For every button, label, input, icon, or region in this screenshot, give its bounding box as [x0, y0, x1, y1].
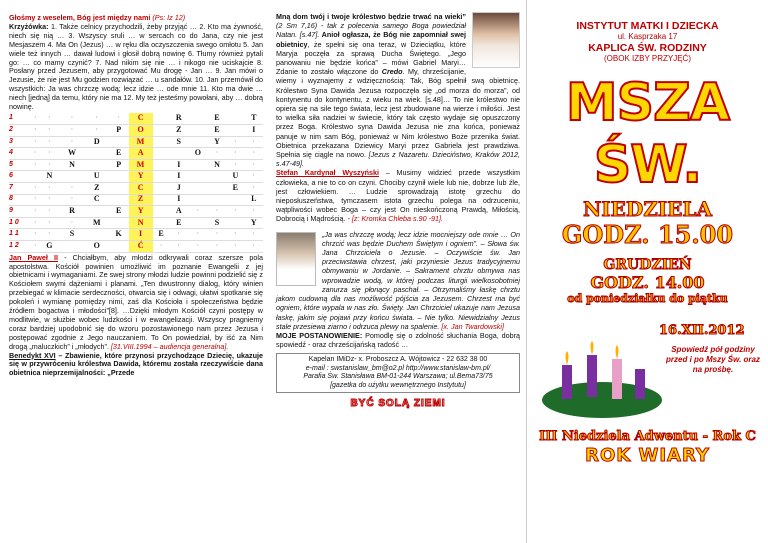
weekday-range: od poniedziałku do piątku — [567, 292, 728, 305]
crossword-row-number: 9 — [9, 206, 31, 218]
crossword-cell — [208, 194, 226, 206]
crossword-cell: S — [208, 217, 226, 229]
crossword-cell — [31, 171, 39, 183]
right-column — [526, 0, 768, 543]
crossword-cell: C — [85, 194, 109, 206]
crossword-cell: G — [39, 241, 59, 253]
crossword-dot-cell: · — [153, 241, 170, 253]
crossword-key-cell: I — [129, 229, 153, 241]
crossword-cell: Y — [245, 217, 263, 229]
crossword-dot-cell: · — [31, 159, 39, 171]
crossword-row — [9, 183, 263, 195]
crossword-key-cell: C — [129, 113, 153, 125]
crossword-cell — [109, 241, 129, 253]
mass-title: MSZA ŚW. — [565, 73, 730, 195]
crossword-row-number: 1 0 — [9, 217, 31, 229]
liturgical-sunday: III Niedziela Adwentu - Rok C — [539, 429, 756, 444]
crossword-dot-cell: · — [245, 159, 263, 171]
crossword-key-cell: Y — [129, 206, 153, 218]
crossword-cell: E — [153, 229, 170, 241]
crossword-cell — [153, 206, 170, 218]
crossword-dot-cell: · — [39, 113, 59, 125]
crossword-cell — [208, 183, 226, 195]
crossword-dot-cell: · — [226, 206, 244, 218]
crossword-cell: Z — [85, 183, 109, 195]
crossword-cell — [85, 148, 109, 160]
crossword-cell: U — [85, 171, 109, 183]
crossword-cell: O — [188, 148, 208, 160]
crossword-row — [9, 125, 263, 137]
crossword-row-number: 1 2 — [9, 241, 31, 253]
crossword-dot-cell: · — [170, 241, 188, 253]
crossword-dot-cell: · — [31, 241, 39, 253]
crossword-dot-cell: · — [31, 217, 39, 229]
crossword-dot-cell: · — [39, 217, 59, 229]
crossword-cell — [153, 194, 170, 206]
crossword-cell — [226, 113, 244, 125]
crossword-key-cell: C — [129, 183, 153, 195]
crossword-cell — [226, 125, 244, 137]
crossword-dot-cell: · — [39, 183, 59, 195]
confession-info: Spowiedź pół godziny przed i po Mszy Św. oraz na prośbę. — [666, 345, 760, 374]
crossword-key-cell: A — [129, 148, 153, 160]
crossword-cell — [188, 194, 208, 206]
crossword-row — [9, 194, 263, 206]
crossword-row-number: 1 1 — [9, 229, 31, 241]
crossword-cell: L — [245, 194, 263, 206]
crossword-dot-cell: · — [39, 194, 59, 206]
crossword-cell: J — [170, 183, 188, 195]
crossword-cell: P — [109, 125, 129, 137]
crossword-cell — [153, 148, 170, 160]
crossword-cell: I — [170, 171, 188, 183]
crossword-row-number: 6 — [9, 171, 31, 183]
crossword-key-cell: N — [129, 217, 153, 229]
crossword-cell — [188, 171, 208, 183]
crossword-cell: E — [170, 217, 188, 229]
crossword-cell — [226, 194, 244, 206]
crossword-dot-cell: · — [245, 171, 263, 183]
footer-motto: BYĆ SOLĄ ZIEMI — [350, 398, 446, 410]
crossword-cell — [153, 217, 170, 229]
crossword-cell — [109, 217, 129, 229]
crossword-cell — [208, 171, 226, 183]
crossword-dot-cell: · — [39, 125, 59, 137]
sunday-time: GODZ. 15.00 — [561, 220, 734, 249]
crossword-cell: O — [85, 241, 109, 253]
crossword-dot-cell: · — [109, 113, 129, 125]
crossword-cell: I — [170, 159, 188, 171]
december-label: GRUDZIEŃ — [603, 257, 692, 273]
crossword-heading: Głośmy z weselem, Bóg jest między nami (Ps: Iz 12) — [9, 13, 186, 22]
twardowski-photo — [276, 232, 316, 286]
crossword-key-cell: Y — [129, 171, 153, 183]
crossword-row-number: 4 — [9, 148, 31, 160]
crossword-cell: N — [59, 159, 84, 171]
crossword-dot-cell: · — [39, 206, 59, 218]
crossword-dot-cell: · — [31, 125, 39, 137]
crossword-row — [9, 148, 263, 160]
crossword-cell: E — [226, 183, 244, 195]
crossword-cell — [188, 217, 208, 229]
year-of-faith: ROK WIARY — [585, 445, 710, 466]
crossword-dot-cell: · — [188, 229, 208, 241]
crossword-cell: Y — [208, 136, 226, 148]
crossword-row — [9, 229, 263, 241]
crossword-cell — [153, 159, 170, 171]
chapel-name: KAPLICA ŚW. RODZINY — [588, 42, 707, 54]
crossword-row — [9, 206, 263, 218]
resolution: MOJE POSTANOWIENIE: Pomodlę się o zdolność słuchania Boga, dobrą spowiedź - oraz chrześcijańską radość … — [276, 330, 520, 350]
mass-date: 16.XII.2012 — [659, 323, 745, 338]
crossword-dot-cell: · — [245, 148, 263, 160]
crossword-cell — [188, 183, 208, 195]
crossword-dot-cell: · — [85, 125, 109, 137]
advent-section — [527, 315, 768, 425]
crossword-dot-cell: · — [226, 136, 244, 148]
crossword-dot-cell: · — [39, 148, 59, 160]
crossword-cell — [153, 125, 170, 137]
institute-address: ul. Kasprzaka 17 — [617, 32, 678, 41]
crossword-row — [9, 241, 263, 253]
crossword-dot-cell: · — [208, 241, 226, 253]
crossword-row-number: 1 — [9, 113, 31, 125]
weekday-time: GODZ. 14.00 — [590, 273, 705, 292]
crossword-dot-cell: · — [208, 206, 226, 218]
crossword-cell: S — [170, 136, 188, 148]
crossword-dot-cell: · — [59, 125, 84, 137]
crossword-dot-cell: · — [245, 241, 263, 253]
crossword-cell: E — [208, 113, 226, 125]
crossword-row — [9, 171, 263, 183]
crossword-cell — [85, 159, 109, 171]
gospel-reflection: „Ja was chrzczę wodą; lecz idzie mocniejszy ode mnie … On chrzcić was będzie Duchem Świętym i ogniem”. – Słowa św. Jana Chrzciciela o Jezusie. – Oczywiście św. Jan przeciwstawia chrzest, jaki przyniesie Jezus tradycyjnemu obmywaniu w Jordanie. – Sakrament chrztu obmywa nas wprowadzie wodą, w której podczas liturgii wielkosobotniej zanurza się płonący paschał. – Otrzymaliśmy łaskę chrztu jakom cudowną dla nas możliwość pójścia za Jezusem. Chrzest ma być ogniem, które wypala w nas zło. Święty. Jan Chrzciciel ukazuje nam Jezusa łaskę, jakim się pojawi przy końcu świata. – Nie tylko. Niewidzialny Jezus stale przesiewa ziarno i odrzuca plewy na spalenie. [x. Jan Twardowski] — [276, 229, 520, 331]
crossword-cell — [85, 229, 109, 241]
crossword-cell — [188, 125, 208, 137]
crossword-dot-cell: · — [188, 241, 208, 253]
crossword-cell: K — [109, 229, 129, 241]
crossword-dot-cell: · — [31, 194, 39, 206]
crossword-dot-cell: · — [245, 136, 263, 148]
crossword-cell — [170, 148, 188, 160]
crossword-cell: T — [245, 113, 263, 125]
crossword-clues: Krzyżówka: 1. Także celnicy przychodzili, żeby przyjąć … 2. Kto ma żywność, niech się nią … 3. Wszyscy sruli … w sercach co do Jana, czy nie jest Mesjaszem 4. Ma On (Jezus) … w ręku dla oczyszczenia swego omłotu 5. Jan wiele też innych … dawał ludowi i głosił dobrą nowinę 6. Tłumy również pytali go: … co mamy czynić? 7. Nad nikim się nie … i nikogo nie uciskajcie 8. Posłany przed Jezusem, aby przygotować Mu drogę - Jan … 9. Jan mówi o Jezusie, że nie jest Mu godzien rozwiązać … u sandałów. 10. Jan przemówił do wszystkich: Ja was chrzczę wodą; lecz idzie … ode mnie 11. Kto ma dwie … niech [jedną] da temu, który nie ma 12. My też jesteśmy powołani, aby … dobrą nowinę. — [9, 21, 264, 112]
crossword-dot-cell: · — [59, 136, 84, 148]
crossword-cell: E — [208, 125, 226, 137]
crossword-grid — [9, 113, 263, 253]
crossword-dot-cell: · — [226, 241, 244, 253]
crossword-dot-cell: · — [226, 159, 244, 171]
bxvi-continued: Mną dom twój i twoje królestwo będzie trwać na wieki” (2 Sm 7,16) - tak z polecenia samego Boga powiedział Natan. [s.47]. Anioł ogłasza, że Bóg nie zapomniał swej obietnicy, że spełni się ona teraz, w Dzieciątku, które Maryja poczęła za sprawą Ducha Świętego. „Jego panowaniu nie będzie końca” – mówi Gabriel Maryi… Zdanie to zostało włączone do Credo. My, chrześcijanie, wiemy i wyznajemy z wdzięcznością: Tak, Bóg spełnił swą obietnicę. Królestwo Syna Dawida Jezusa rozpoczęła się „od morza do morza”, od kontynentu do kontynentu, z wieku na wiek. [s.48]… To nie królestwo nie opiera się na sile tego świata, lecz jest zbudowane na wierze i miłości. Jest to wielka siła nadziei w świecie, który tak często wydaje się opuszczony przez Boga. Królestwo syna Dawida Jezusa nie zna końca, ponieważ panuje w nim sam Bóg, ponieważ w Nim królestwo Boże przenika świat. Obietnica przekazana Dziewicy Maryi przez Gabriela jest prawdziwa. Spełnia się ciągle na nowo. [Jezus z Nazaretu. Dzieciństwo, Kraków 2012, s.47-49]. — [276, 12, 521, 169]
crossword-cell: I — [245, 125, 263, 137]
wyszynski-quote: Stefan Kardynał Wyszyński – Musimy widzieć przede wszystkim człowieka, a nie to co on czyni. Chociby czynił wiele lub nie, dobrze lub źle, jest człowiekiem. … Ludzie sprowadzają istotę grzechu do nieposłuszeństwa, tymczasem istota grzechu polega na odrzuceniu, wątpliwości wobec Boga – czy jest On nieskończoną Prawdą, Miłością, Dobrocią i Mądrością. - [z: Kromka Chleba s.90 -91]. — [276, 168, 520, 224]
crossword-cell — [153, 136, 170, 148]
crossword-cell: S — [59, 229, 84, 241]
crossword-dot-cell: · — [31, 136, 39, 148]
crossword-cell — [59, 171, 84, 183]
crossword-dot-cell: · — [59, 113, 84, 125]
crossword-cell — [188, 136, 208, 148]
crossword-cell — [85, 206, 109, 218]
crossword-dot-cell: · — [39, 159, 59, 171]
crossword-row-number: 2 — [9, 125, 31, 137]
crossword-cell: W — [59, 148, 84, 160]
crossword-dot-cell: · — [245, 206, 263, 218]
crossword-dot-cell: · — [226, 229, 244, 241]
crossword-cell — [59, 241, 84, 253]
jp2-quote: Jan Paweł II - Chciałbym, aby młodzi odkrywali coraz szersze pola apostolstwa. Kościół powinien umożliwić im poznanie Ewangelii z jej obietnicami i wymaganiami. Ze swej strony młodzi ludzie powinni podzielić się z Kościołem swymi dążeniami i planami. „Ten dwustronny dialog, który winien przebiegać w klimacie serdeczności, otwarcia się i odwagi, ułatwi spotkanie się pokoleń i wymianę pomiędzy nimi, zaś dla Kościoła i społeczeństwa będzie źródłem bogactwa i młodości”[8]. …Dzięki młodym Kościół czyni postępy w modlitwie, w służbie wobec ludzkości i w ewangelizacji. Wszyscy pragniemy coraz bardziej upodobnić się do wzoru pozostawionego nam przez Jezusa i postępować zgodnie z Jego nauczaniem. To On powiedział, by iść za Nim drogą „maluczkich” i „młodych”. [31.VIII.1994 – audiencja generalna]. — [9, 252, 263, 351]
crossword-dot-cell: · — [31, 206, 39, 218]
crossword-cell: N — [208, 159, 226, 171]
crossword-dot-cell: · — [31, 183, 39, 195]
crossword-cell — [153, 183, 170, 195]
crossword-cell — [153, 171, 170, 183]
crossword-dot-cell: · — [59, 194, 84, 206]
crossword-cell — [188, 159, 208, 171]
crossword-row-number: 7 — [9, 183, 31, 195]
crossword-cell: D — [85, 136, 109, 148]
crossword-cell — [226, 217, 244, 229]
crossword-dot-cell: · — [31, 229, 39, 241]
crossword-dot-cell: · — [245, 229, 263, 241]
crossword-dot-cell: · — [31, 148, 39, 160]
crossword-cell: R — [170, 113, 188, 125]
crossword-row — [9, 159, 263, 171]
crossword-dot-cell: · — [208, 148, 226, 160]
chapel-location: (OBOK IZBY PRZYJĘĆ) — [604, 54, 691, 63]
crossword-cell — [109, 136, 129, 148]
pope-photo — [472, 12, 520, 68]
crossword-dot-cell: · — [188, 206, 208, 218]
crossword-dot-cell: · — [226, 148, 244, 160]
institute-name: INSTYTUT MATKI I DZIECKA — [576, 20, 719, 32]
crossword-dot-cell: · — [39, 229, 59, 241]
crossword-cell: E — [109, 206, 129, 218]
crossword-cell: E — [109, 148, 129, 160]
contact-box: Kapelan IMiDz- x. Proboszcz A. Wójtowicz - 22 632 38 00 e-mail : swstanislaw_bm@o2.pl http://www.stanislaw-bm.pl/ Parafia Św. Stanisława BM-01-244 Warszawa; ul.Bema73/75 [gazetka do użytku wewnętrznego Instytutu] — [276, 353, 520, 393]
crossword-dot-cell: · — [245, 183, 263, 195]
crossword-dot-cell: · — [39, 136, 59, 148]
crossword-cell: R — [59, 206, 84, 218]
crossword-cell — [109, 171, 129, 183]
crossword-cell — [109, 183, 129, 195]
crossword-dot-cell: · — [59, 217, 84, 229]
crossword-dot-cell: · — [170, 229, 188, 241]
crossword-row — [9, 136, 263, 148]
crossword-row-number: 8 — [9, 194, 31, 206]
crossword-cell: N — [39, 171, 59, 183]
crossword-row — [9, 113, 263, 125]
crossword-key-cell: M — [129, 136, 153, 148]
crossword-cell — [188, 113, 208, 125]
crossword-cell: U — [226, 171, 244, 183]
crossword-cell: A — [170, 206, 188, 218]
crossword-cell — [153, 113, 170, 125]
crossword-cell: Z — [170, 125, 188, 137]
crossword-cell — [109, 194, 129, 206]
crossword-dot-cell: · — [59, 183, 84, 195]
crossword-cell: I — [170, 194, 188, 206]
crossword-dot-cell: · — [31, 113, 39, 125]
bxvi-quote: Benedykt XVI – Zbawienie, które przynosi przychodzące Dziecię, ukazuje się w przywróceniu królestwa Dawida, któremu została rzeczywiście dana obietnica nieprzemijalności: „Przede — [9, 350, 264, 378]
crossword-key-cell: M — [129, 159, 153, 171]
crossword-key-cell: O — [129, 125, 153, 137]
left-column — [0, 0, 268, 543]
crossword-dot-cell: · — [208, 229, 226, 241]
crossword-key-cell: Ć — [129, 241, 153, 253]
crossword-row — [9, 217, 263, 229]
crossword-cell: P — [109, 159, 129, 171]
crossword-dot-cell: · — [85, 113, 109, 125]
crossword-row-number: 3 — [9, 136, 31, 148]
crossword-key-cell: Z — [129, 194, 153, 206]
middle-column — [268, 0, 526, 543]
sunday-label: NIEDZIELA — [582, 197, 712, 221]
crossword-row-number: 5 — [9, 159, 31, 171]
crossword-cell: M — [85, 217, 109, 229]
